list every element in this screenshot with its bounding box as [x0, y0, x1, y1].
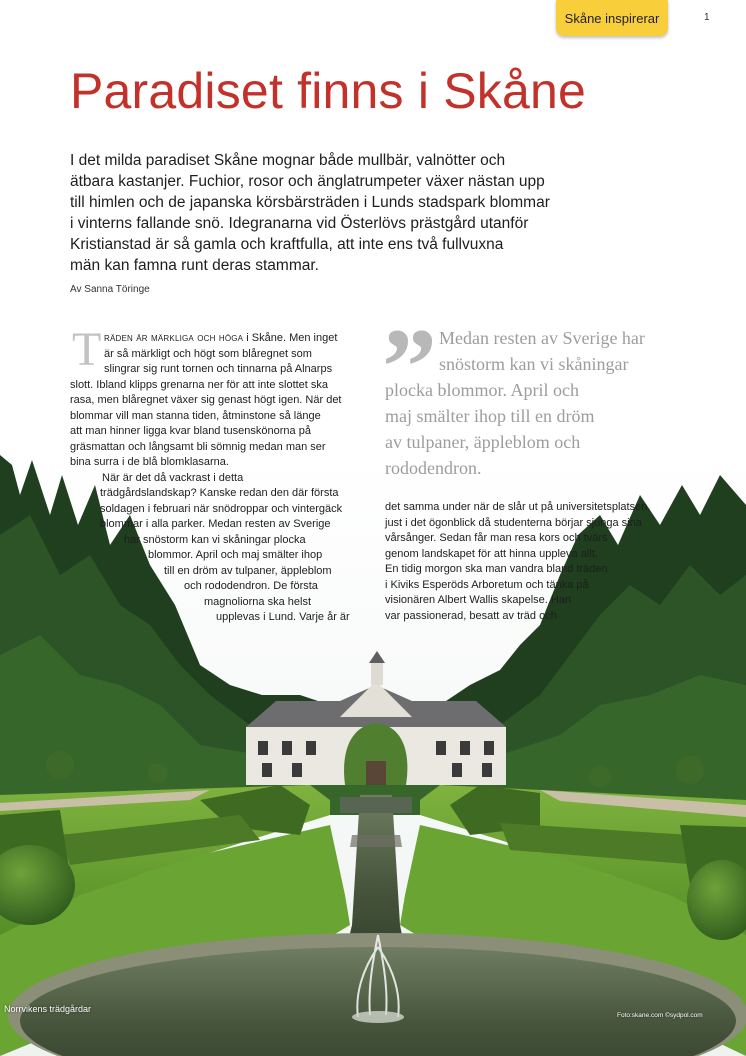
page-number: 1 — [704, 12, 710, 23]
pull-quote-line: av tulpaner, äppleblom och — [385, 432, 581, 452]
body-line: var passionerad, besatt av träd och — [385, 609, 557, 622]
lead-line: Kristianstad är så gamla och kraftfulla, att inte ens två fullvuxna — [70, 236, 504, 253]
lead-line: I det milda paradiset Skåne mognar både mullbär, valnötter och — [70, 152, 506, 169]
body-line: genom landskapet för att hinna uppleva allt. — [385, 547, 598, 560]
body-line: bina surra i de blå blomklasarna. — [70, 456, 229, 468]
lead-line: ätbara kastanjer. Fuchior, rosor och änglatrumpeter växer nästan upp — [70, 173, 545, 190]
pull-quote-line: maj smälter ihop till en dröm — [385, 406, 595, 426]
body-line: har snöstorm kan vi skåningar plocka — [124, 533, 306, 546]
body-line: När är det då vackrast i detta — [102, 471, 244, 484]
body-line: blommor. April och maj smälter ihop — [148, 549, 323, 561]
opening-rest: i Skåne. Men inget — [243, 332, 338, 344]
lead-line: till himlen och de japanska körsbärsträden i Lunds stadspark blommar — [70, 194, 550, 211]
body-line: blommar i alla parker. Medan resten av Sverige — [100, 518, 331, 530]
photo-credit: Foto:skane.com ©sydpol.com — [617, 1012, 703, 1019]
body-line: till en dröm av tulpaner, äppleblom — [164, 564, 332, 577]
body-line: i Kiviks Esperöds Arboretum och tänka på — [385, 578, 589, 591]
section-tab[interactable] — [556, 0, 668, 36]
body-line: slingrar sig runt tornen och tinnarna på Alnarps — [104, 363, 333, 375]
body-line: gräsmattan och långsamt bli sömnig medan man ser — [70, 440, 326, 453]
pull-quote-line: rododendron. — [385, 458, 482, 478]
section-tab-label: Skåne inspirerar — [564, 10, 660, 26]
lead-line: män kan famna runt deras stammar. — [70, 257, 319, 274]
body-line: slott. Ibland klipps grenarna ner för att inte slottet ska — [70, 378, 329, 391]
opening-small-caps: räden är märkliga och höga — [104, 332, 244, 344]
lead-line: i vinterns fallande snö. Idegranarna vid Österlövs prästgård utanför — [70, 215, 529, 232]
body-line: det samma under när de slår ut på universitetsplatsen, — [385, 501, 651, 513]
pull-quote-line: plocka blommor. April och — [385, 380, 579, 400]
body-line: En tidig morgon ska man vandra bland träden — [385, 563, 608, 575]
article-title: Paradiset finns i Skåne — [70, 63, 587, 119]
lead-paragraph — [70, 150, 570, 276]
body-line: vårsånger. Sedan får man resa kors och tvärs — [385, 532, 608, 544]
photo-caption: Norrvikens trädgårdar — [4, 1004, 92, 1014]
quote-mark-icon: ” — [382, 306, 437, 428]
body-column-1 — [70, 331, 350, 626]
body-line: soldagen i februari när snödroppar och vintergäck — [100, 502, 343, 515]
pull-quote-line: snöstorm kan vi skåningar — [439, 354, 629, 374]
pull-quote — [385, 325, 645, 481]
body-column-2 — [385, 500, 650, 624]
body-line: visionären Albert Wallis skapelse. Han — [385, 594, 572, 606]
body-line: rasa, men blåregnet växer sig genast högt igen. När det — [70, 394, 342, 406]
body-line: att man hinner ligga kvar bland tusenskönorna på — [70, 425, 311, 437]
pull-quote-line: Medan resten av Sverige har — [439, 328, 645, 348]
byline: Av Sanna Töringe — [70, 284, 150, 295]
body-line: blommar vill man stanna tiden, åtminstone så länge — [70, 409, 321, 422]
body-line: magnoliorna ska helst — [204, 595, 312, 608]
drop-cap: T — [72, 323, 102, 376]
body-line: just i det ögonblick då studenterna börjar sjunga sina — [385, 516, 642, 529]
body-line: och rododendron. De första — [184, 580, 318, 592]
body-line: är så märkligt och högt som blåregnet som — [104, 347, 312, 360]
opening-line — [70, 331, 350, 347]
body-line: trädgårdslandskap? Kanske redan den där första — [100, 487, 339, 499]
body-line: upplevas i Lund. Varje år är — [216, 611, 350, 623]
